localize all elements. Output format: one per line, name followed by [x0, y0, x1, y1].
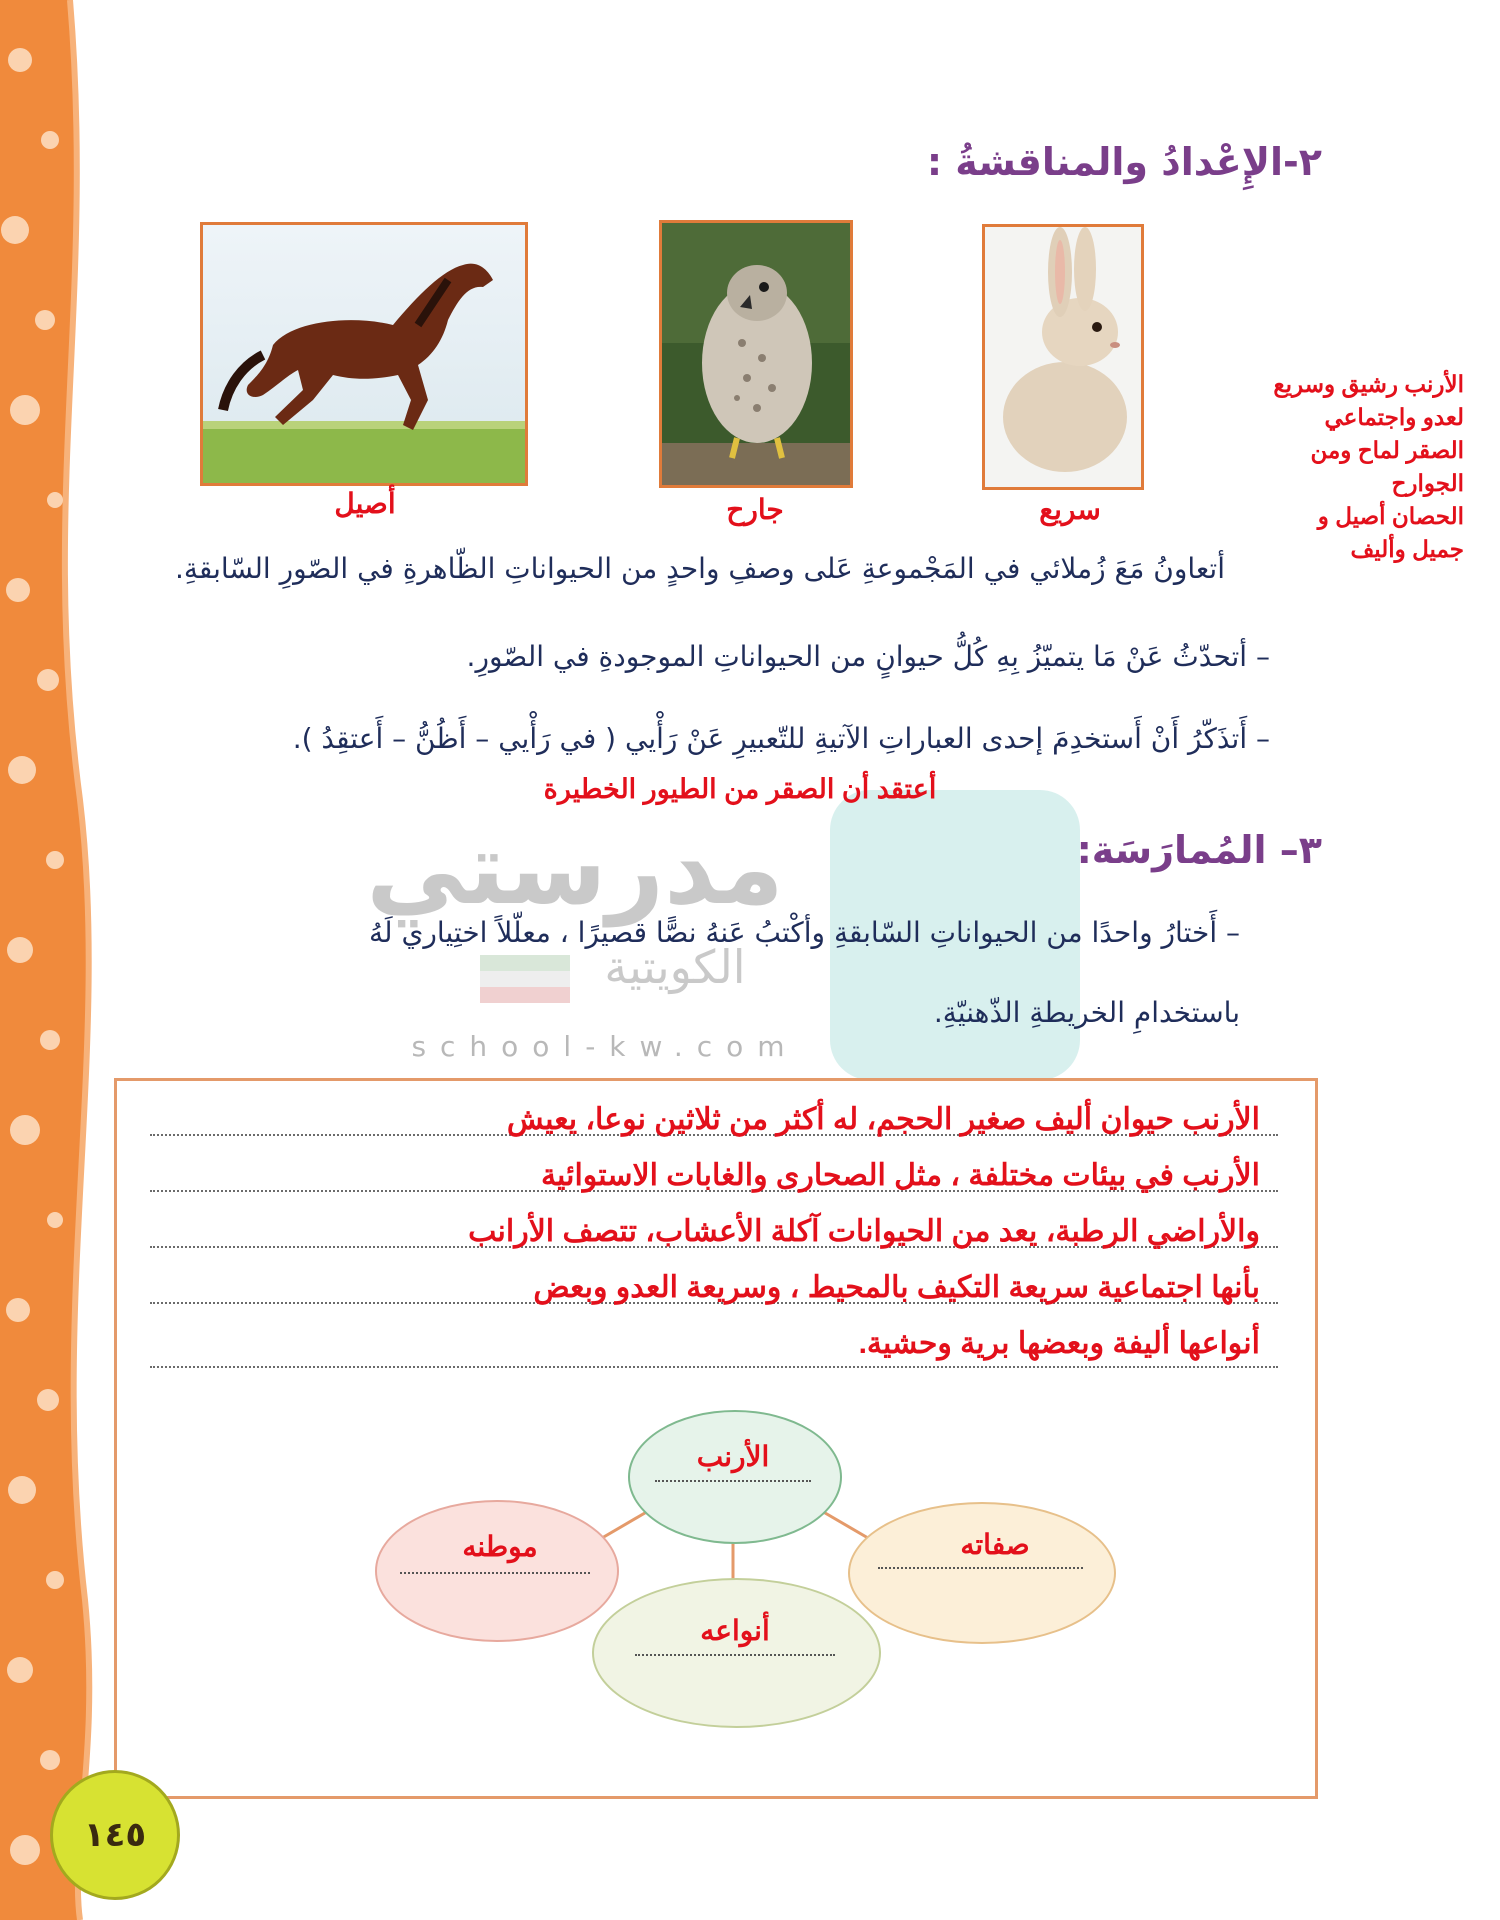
- side-note: الحصان أصيل و: [1317, 503, 1464, 529]
- mind-map-center: [628, 1410, 842, 1544]
- side-note: جميل وأليف: [1350, 536, 1464, 562]
- section-prep-title: ٢-الإِعْدادُ والمناقشةُ :: [926, 140, 1322, 184]
- essay-line: أنواعها أليفة وبعضها برية وحشية.: [858, 1327, 1260, 1360]
- mind-map-right: [848, 1502, 1116, 1644]
- mind-map-bottom-dots: [635, 1654, 835, 1656]
- mind-map-left-label: موطنه: [462, 1531, 538, 1562]
- page-number: ١٤٥: [83, 1815, 147, 1855]
- instruction-talk: – أتحدّثُ عَنْ مَا يتميّزُ بِهِ كُلُّ حيوانٍ من الحيواناتِ الموجودةِ في الصّورِ.: [466, 640, 1270, 673]
- side-note: الصقر لماح ومن: [1310, 437, 1464, 463]
- essay-line: الأرنب في بيئات مختلفة ، مثل الصحارى والغابات الاستوائية: [540, 1159, 1260, 1192]
- page-number-badge: [50, 1770, 180, 1900]
- side-note: الجوارح: [1391, 470, 1464, 496]
- watermark-sub: الكويتية: [604, 940, 746, 994]
- practice-instruction-cont: باستخدامِ الخريطةِ الذّهنيّةِ.: [933, 996, 1240, 1029]
- opinion-answer: أعتقد أن الصقر من الطيور الخطيرة: [543, 774, 937, 804]
- practice-instruction: – أَختارُ واحدًا من الحيواناتِ السّابقةِ وأكْتبُ عَنهُ نصًّا قصيرًا ، معلّلاً اختِياري لَهُ: [369, 916, 1240, 949]
- essay-line: والأراضي الرطبة، يعد من الحيوانات آكلة الأعشاب، تتصف الأرانب: [468, 1215, 1260, 1248]
- side-note: الأرنب رشيق وسريع: [1273, 371, 1464, 397]
- mind-map-left-dots: [400, 1572, 590, 1574]
- essay-line: بأنها اجتماعية سريعة التكيف بالمحيط ، وسريعة العدو وبعض: [533, 1271, 1260, 1304]
- falcon-caption: جارح: [726, 494, 784, 525]
- rabbit-caption: سريع: [1039, 494, 1101, 525]
- mind-map-center-label: الأرنب: [696, 1441, 770, 1472]
- instruction-collaborate: أتعاونُ مَعَ زُملائي في المَجْموعةِ عَلى وصفِ واحدٍ من الحيواناتِ الظّاهرةِ في الصّورِ السّابقةِ.: [175, 552, 1225, 585]
- mind-map-right-label: صفاته: [960, 1529, 1030, 1560]
- horse-caption: أصيل: [334, 488, 396, 519]
- section-practice-title: ٣– المُمارَسَة:: [1076, 828, 1322, 872]
- mind-map-bottom: [592, 1578, 881, 1728]
- essay-line: الأرنب حيوان أليف صغير الحجم، له أكثر من ثلاثين نوعا، يعيش: [506, 1103, 1260, 1136]
- mind-map-left: [375, 1500, 619, 1642]
- mind-map-bottom-label: أنواعه: [700, 1615, 770, 1646]
- mind-map-right-dots: [878, 1567, 1083, 1569]
- instruction-remember: – أَتذَكّرُ أَنْ أَستخدِمَ إحدى العباراتِ الآتيةِ للتّعبيرِ عَنْ رَأْيي ( في رَأْيي – أَظُنُّ – أَعتقِدُ ).: [292, 722, 1270, 755]
- watermark-brand: مدرستي: [366, 810, 784, 927]
- mind-map-center-dots: [655, 1480, 811, 1482]
- watermark-url: school-kw.com: [411, 1030, 799, 1063]
- side-note: لعدو واجتماعي: [1324, 404, 1464, 430]
